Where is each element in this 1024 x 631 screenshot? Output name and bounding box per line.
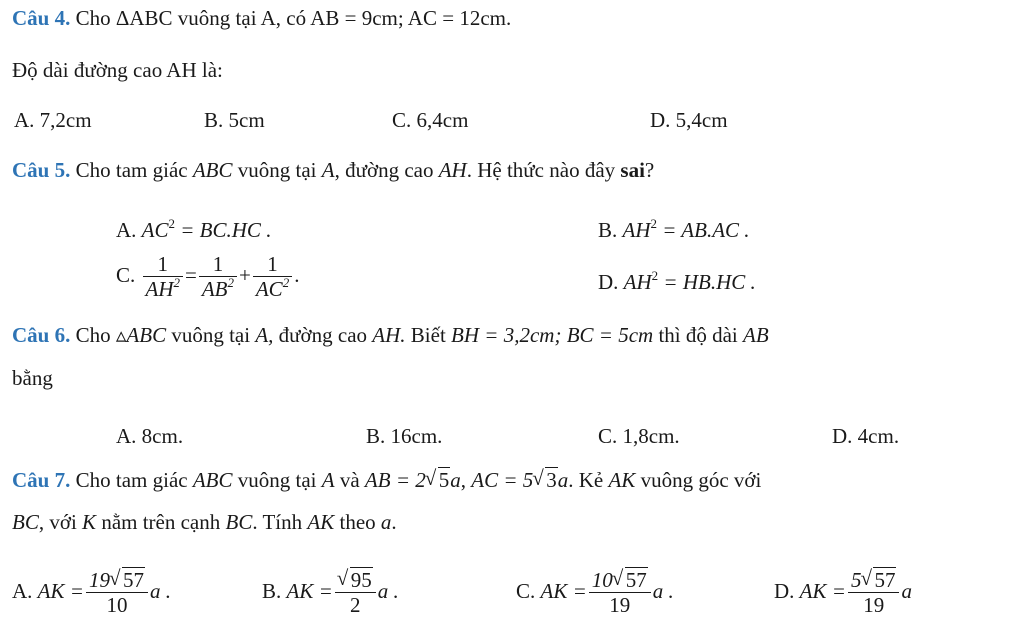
q5-stem — [12, 158, 654, 183]
q4-stem-line2: Độ dài đường cao AH là: — [12, 58, 223, 82]
q5-option-a-exp: 2 — [168, 216, 176, 231]
q7-line2-e: BC — [225, 510, 253, 534]
q6-option-b[interactable]: B. 16cm. — [366, 424, 443, 448]
q5-stem-c: vuông tại — [237, 158, 317, 182]
q6-stem-line2: bằng — [12, 366, 53, 390]
q7-line2-j: . — [391, 510, 397, 534]
q7-stem-line2 — [12, 510, 397, 535]
q7-stem-d: A — [321, 468, 335, 492]
q6-option-c[interactable]: C. 1,8cm. — [598, 424, 680, 448]
q5-option-c-plus: + — [239, 262, 251, 287]
q5-option-b-exp: 2 — [650, 216, 658, 231]
q5-stem-b: ABC — [192, 158, 233, 182]
q6-stem-i: AB — [743, 323, 769, 347]
q7-option-c-lhs: AK = — [540, 578, 587, 603]
q4-option-b[interactable]: B. 5cm — [204, 108, 265, 132]
q5-stem-e: , đường cao — [334, 158, 434, 182]
q5-stem-d: A — [321, 158, 335, 182]
q5-stem-a: Cho tam giác — [75, 158, 188, 182]
q7-label: Câu 7. — [12, 468, 71, 492]
q7-option-b-lhs: AK = — [286, 578, 333, 603]
q7-option-a-tail: a . — [149, 578, 171, 603]
q7-option-c-tail: a . — [652, 578, 674, 603]
q7-stem-line1 — [12, 468, 761, 493]
q7-option-b-tail: a . — [377, 578, 399, 603]
q7-line2-h: theo — [339, 510, 376, 534]
q7-line2-g: AK — [307, 510, 335, 534]
q4-label: Câu 4. — [12, 6, 71, 30]
q5-label: Câu 5. — [12, 158, 71, 182]
q5-option-b-lhs: AH — [622, 218, 651, 242]
q5-stem-end: ? — [644, 158, 655, 182]
q7-option-d-frac: $\frac{5√ 57}{19}$ — [848, 568, 900, 618]
q6-option-a[interactable]: A. 8cm. — [116, 424, 184, 448]
q5-option-c-label: C. — [116, 262, 136, 287]
q7-option-c-label: C. — [516, 578, 536, 603]
q4-option-a[interactable]: A. 7,2cm — [14, 108, 92, 132]
q7-option-a-label: A. — [12, 578, 33, 603]
q7-line2-d: nằm trên cạnh — [101, 510, 221, 534]
q7-stem-e: và — [339, 468, 360, 492]
q6-stem-f: Biết — [410, 323, 446, 347]
q7-line2-b: , với — [38, 510, 77, 534]
q7-stem-i: . Kẻ — [568, 468, 604, 492]
q7-option-c-frac: $\frac{10√ 57}{19}$ — [589, 568, 651, 618]
q7-option-b-frac: √ $\frac{95}{2}$ — [335, 568, 376, 618]
q6-stem-b: vuông tại — [171, 323, 251, 347]
q6-option-d[interactable]: D. 4cm. — [832, 424, 900, 448]
q6-stem — [12, 323, 769, 348]
q6-stem-triangle: ▵ABC — [115, 323, 167, 347]
q5-option-c[interactable] — [116, 252, 299, 302]
q6-stem-h: thì độ dài — [658, 323, 738, 347]
q6-stem-g: BH = 3,2cm; BC = 5cm — [451, 323, 654, 347]
q5-option-a[interactable] — [116, 218, 271, 243]
q7-line2-a: BC — [12, 510, 39, 534]
q5-option-d-label: D. — [598, 270, 619, 294]
q6-stem-c: A, — [255, 323, 274, 347]
q7-option-d[interactable] — [774, 568, 912, 618]
q5-stem-g: . Hệ thức nào đây — [466, 158, 616, 182]
q5-option-c-frac2: $\frac{1}{AB^2}$ — [199, 252, 237, 302]
q5-option-d-lhs: AH — [623, 270, 652, 294]
q5-stem-bold: sai — [620, 158, 645, 182]
q7-option-b-label: B. — [262, 578, 282, 603]
q7-stem-a: Cho tam giác — [75, 468, 188, 492]
q5-option-c-frac3: $\frac{1}{AC^2}$ — [253, 252, 292, 302]
q5-option-b[interactable] — [598, 218, 750, 243]
q4-stem-text: Cho ΔABC vuông tại A, có AB = 9cm; AC = 12cm. — [75, 6, 512, 30]
q6-label: Câu 6. — [12, 323, 71, 347]
q7-stem-b: ABC — [192, 468, 233, 492]
q6-stem-e: AH. — [372, 323, 406, 347]
q5-option-d-exp: 2 — [651, 268, 659, 283]
q7-option-a-frac: $\frac{19√ 57}{10}$ — [86, 568, 148, 618]
q4-option-d[interactable]: D. 5,4cm — [650, 108, 728, 132]
q5-option-c-end: . — [294, 262, 300, 287]
q7-line2-i: a — [380, 510, 392, 534]
q5-option-d[interactable] — [598, 270, 756, 295]
q4-option-c[interactable]: C. 6,4cm — [392, 108, 469, 132]
q5-option-b-rhs: = AB.AC . — [662, 218, 750, 242]
q4-stem-line1 — [12, 6, 511, 31]
q7-option-d-lhs: AK = — [799, 578, 846, 603]
q7-option-d-tail: a — [901, 578, 912, 603]
q7-stem-c: vuông tại — [237, 468, 317, 492]
q5-option-d-rhs: = HB.HC . — [663, 270, 756, 294]
q6-stem-d: đường cao — [278, 323, 368, 347]
q7-line2-f: . Tính — [252, 510, 303, 534]
q7-ac-expr: AC = 5√ 3a — [471, 468, 568, 492]
q7-stem-k: vuông góc với — [640, 468, 762, 492]
q5-option-b-label: B. — [598, 218, 618, 242]
q7-option-b[interactable] — [262, 568, 399, 618]
q7-stem-j: AK — [608, 468, 636, 492]
q7-line2-c: K — [82, 510, 97, 534]
q5-stem-f: AH — [438, 158, 467, 182]
q7-option-a-lhs: AK = — [37, 578, 84, 603]
q5-option-a-label: A. — [116, 218, 137, 242]
q5-option-a-lhs: AC — [141, 218, 169, 242]
q7-option-a[interactable] — [12, 568, 171, 618]
q7-option-d-label: D. — [774, 578, 795, 603]
q7-option-c[interactable] — [516, 568, 674, 618]
q6-stem-a: Cho — [75, 323, 111, 347]
q5-option-c-eq: = — [185, 262, 197, 287]
q5-option-a-rhs: = BC.HC . — [180, 218, 272, 242]
q7-stem-g: , — [460, 468, 466, 492]
q7-ab-expr: AB = 2√ 5a — [365, 468, 461, 492]
q5-option-c-frac1: $\frac{1}{AH^2}$ — [143, 252, 184, 302]
